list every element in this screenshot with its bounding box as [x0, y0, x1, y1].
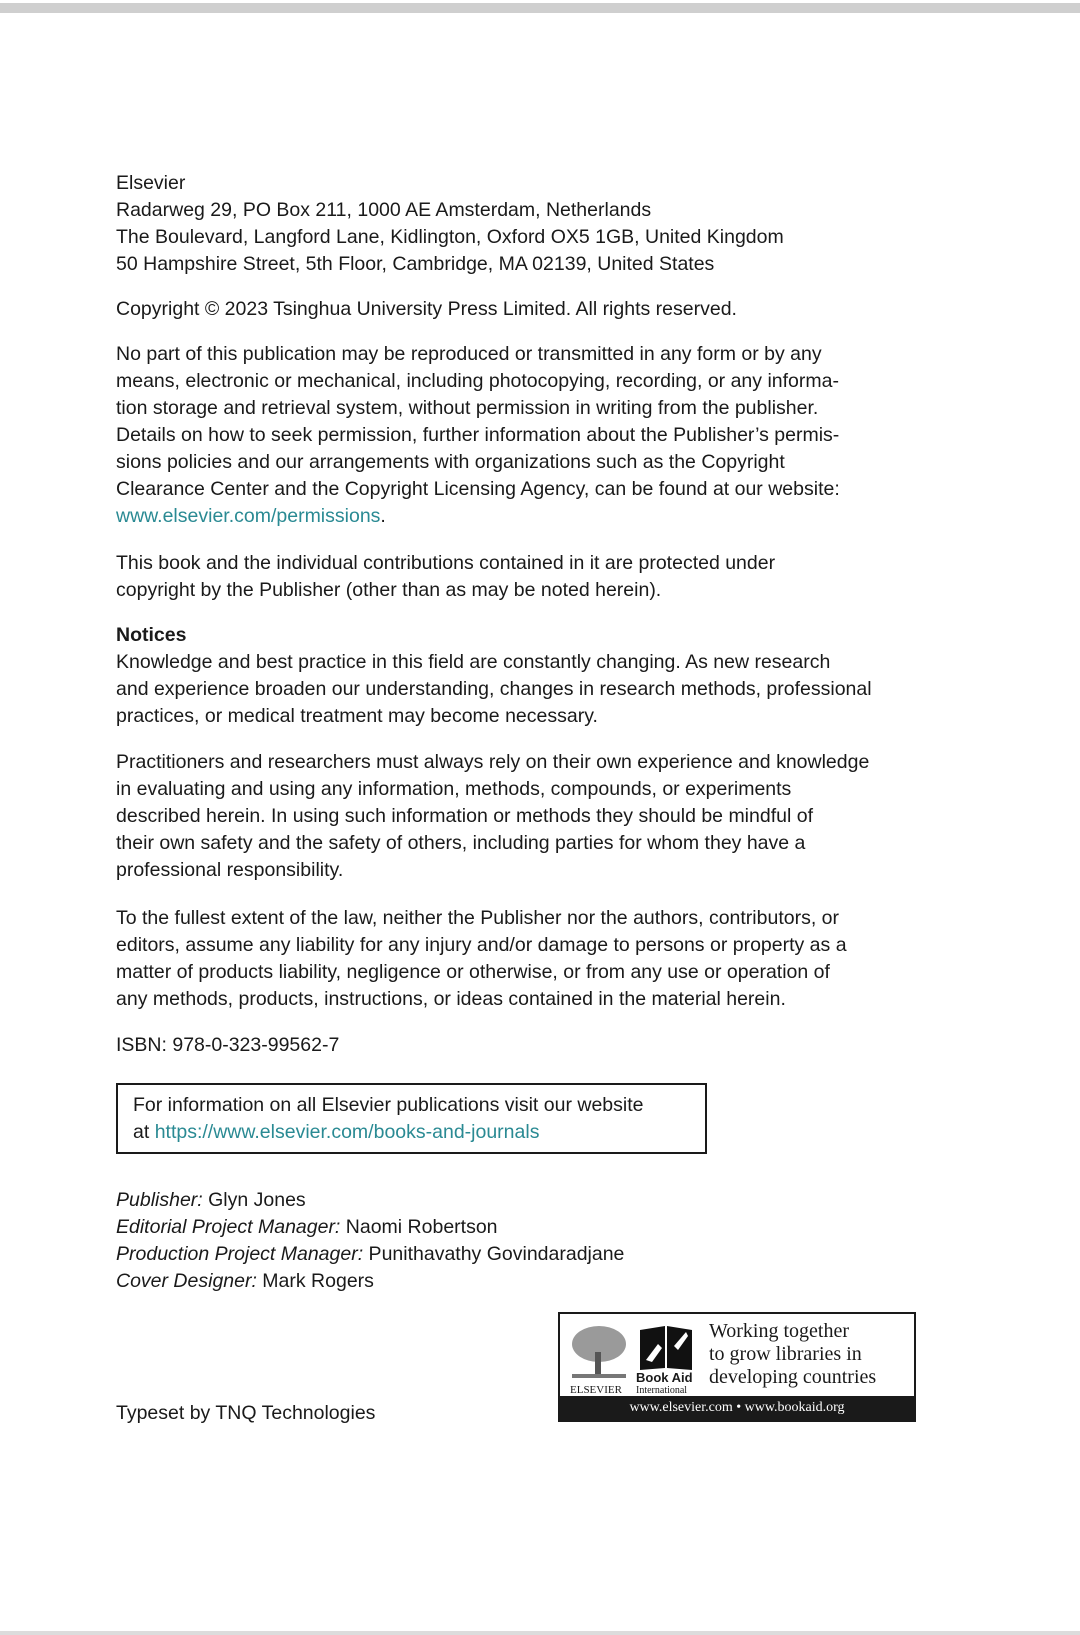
text-line: The Boulevard, Langford Lane, Kidlington, Oxford OX5 1GB, United Kingdom: [116, 226, 784, 248]
book-aid-wordmark: Book Aid: [636, 1370, 693, 1385]
credit-editorial-pm: Editorial Project Manager: Naomi Robertson: [116, 1216, 498, 1238]
notices-paragraph-3: [116, 905, 847, 1013]
notices-heading: Notices: [116, 624, 187, 646]
text-line: Practitioners and researchers must always rely on their own experience and knowledge: [116, 751, 870, 773]
text-line: Elsevier: [116, 172, 186, 194]
text-line: editors, assume any liability for any injury and/or damage to persons or property as a: [116, 934, 847, 956]
text-line: Details on how to seek permission, further information about the Publisher’s permis-: [116, 424, 840, 446]
text-line: tion storage and retrieval system, without permission in writing from the publisher.: [116, 397, 819, 419]
period: .: [380, 505, 386, 527]
logo-slogan: Working together to grow libraries in developing countries: [709, 1320, 877, 1388]
text-line: copyright by the Publisher (other than as may be noted herein).: [116, 579, 662, 601]
text-line: their own safety and the safety of others, including parties for whom they have a: [116, 832, 806, 854]
notices-section: [116, 622, 872, 730]
credit-publisher: Publisher: Glyn Jones: [116, 1189, 306, 1211]
text-line: To the fullest extent of the law, neither the Publisher nor the authors, contributors, or: [116, 907, 839, 929]
address-block: [116, 170, 784, 278]
permissions-link[interactable]: www.elsevier.com/permissions: [116, 505, 381, 527]
text-line: Clearance Center and the Copyright Licensing Agency, can be found at our website:: [116, 478, 840, 500]
international-wordmark: International: [636, 1385, 688, 1396]
text-line: and experience broaden our understanding, changes in research methods, professional: [116, 678, 872, 700]
text-line: professional responsibility.: [116, 859, 344, 881]
protection-paragraph: [116, 550, 775, 604]
typeset-line: Typeset by TNQ Technologies: [116, 1402, 376, 1424]
text-line: means, electronic or mechanical, including photocopying, recording, or any informa-: [116, 370, 839, 392]
text-line: in evaluating and using any information, methods, compounds, or experiments: [116, 778, 792, 800]
info-text: For information on all Elsevier publications visit our website: [133, 1094, 644, 1116]
books-journals-link[interactable]: https://www.elsevier.com/books-and-journals: [154, 1121, 540, 1143]
open-book-hands-icon: [638, 1324, 694, 1372]
text-line: matter of products liability, negligence or otherwise, or from any use or operation of: [116, 961, 830, 983]
text-line: 50 Hampshire Street, 5th Floor, Cambridge, MA 02139, United States: [116, 253, 715, 275]
text-line: Knowledge and best practice in this field are constantly changing. As new research: [116, 651, 831, 673]
text-line: any methods, products, instructions, or ideas contained in the material herein.: [116, 988, 786, 1010]
text-line: described herein. In using such information or methods they should be mindful of: [116, 805, 813, 827]
elsevier-wordmark: ELSEVIER: [570, 1384, 622, 1396]
credits: [116, 1187, 624, 1295]
text-line: This book and the individual contributions contained in it are protected under: [116, 552, 776, 574]
copyright-line: Copyright © 2023 Tsinghua University Press Limited. All rights reserved.: [116, 298, 737, 320]
isbn: ISBN: 978-0-323-99562-7: [116, 1034, 340, 1056]
info-prefix: at: [133, 1121, 155, 1143]
book-aid-logo: [558, 1312, 916, 1422]
bottom-edge: [0, 1631, 1080, 1635]
text-line: practices, or medical treatment may become necessary.: [116, 705, 598, 727]
logo-footer-urls: www.elsevier.com • www.bookaid.org: [560, 1396, 914, 1420]
text-line: sions policies and our arrangements with organizations such as the Copyright: [116, 451, 785, 473]
elsevier-tree-icon: [570, 1324, 628, 1380]
info-box: [116, 1083, 707, 1154]
text-line: Radarweg 29, PO Box 211, 1000 AE Amsterdam, Netherlands: [116, 199, 652, 221]
permissions-paragraph: [116, 341, 840, 530]
credit-production-pm: Production Project Manager: Punithavathy Govindaradjane: [116, 1243, 625, 1265]
notices-paragraph-2: [116, 749, 869, 884]
top-scrollbar-edge: [0, 3, 1080, 13]
text-line: No part of this publication may be reproduced or transmitted in any form or by any: [116, 343, 822, 365]
credit-cover-designer: Cover Designer: Mark Rogers: [116, 1270, 374, 1292]
